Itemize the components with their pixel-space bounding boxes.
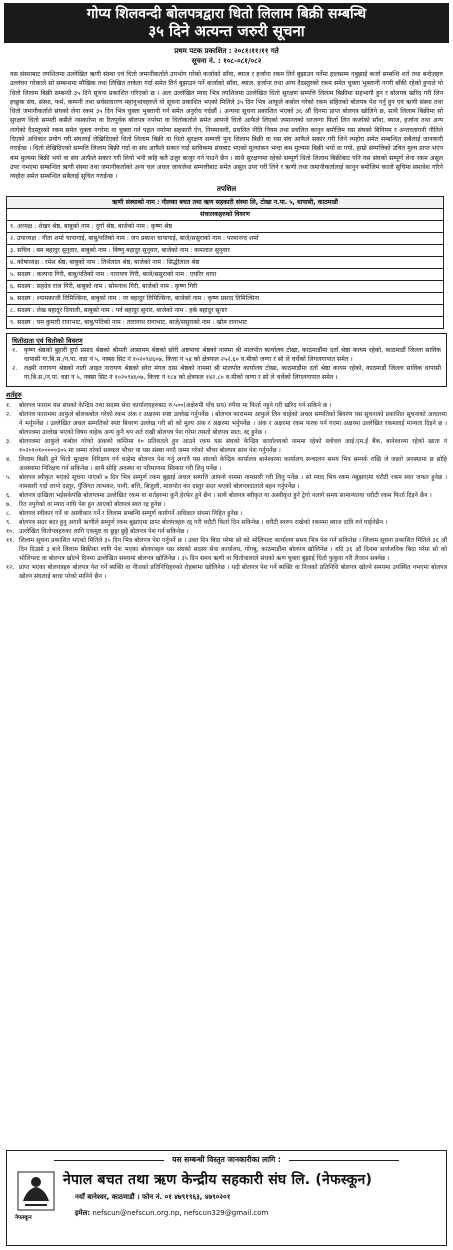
term-item [6,410,447,437]
term-item [6,455,447,473]
footer-heading-text: यस सम्बन्धी विस्तृत जानकारीका लागि : [172,1155,281,1164]
item-number: २. [6,410,12,418]
org-address: नयाँ बानेश्वर, काठमाडौं । फोन नं. ०१ ४७९१९६३, ४७९०२०१ [75,1193,231,1201]
director-row [7,232,444,244]
banner-title: गोप्य शिलवन्दी बोलपत्रद्वारा धितो लिलाम बिक्री सम्बन्धि [86,6,367,22]
intro-paragraph: यस संस्थाबाट तपशिलमा उल्लेखित ऋणी संस्था एवं धितो जमानीकर्ताले उपभोग गरेको कर्जाको साँवा, ब्याज र हर्जाना रकम तिर्न बुझाउन पर्नेमा हालसम्म नबुझाई कर्जा सम्बन्धि शर्त तथा बन्देजहरु उल्लंघन गरेकाले सो सम्बन्धमा मौखिक तथा लिखित ताकेता गर्दा समेत तिर्न बुझाउन पर्ने कर्जाको साँवा, ब्याज, हर्जाना तथा अन्य दैदस्तुरको रकम समेत चुक्ता भुक्तानी नगरी बाँकी रहेको हुनाले यो धितो लिलाम बिक्री सम्बन्धी ३५ दिने सूचना प्रकाशित गरिएको छ । अतः उल्लेखित म्याद भित्र तपशिलमा उल्लेखित धितो सुरक्षण सम्पत्ति लिलाम बिक्रीमा सहभागी हुन र बोलपत्र खरिद गरी लिन इच्छुक संघ, संस्था, फर्म, कम्पनी तथा सर्वसाधारण महानुभावहरुले यो सूचना प्रकाशित भएको मितिले ३५ दिन भित्र आफूले कबोल गरेको रकम सहितको बोलपत्र पेश गर्नु हुन एवं ऋणी संस्था तथा धितो जमानीकर्ताले संघको लेना रकम ३५ दिन भित्र चुक्ता भुक्तानी गर्न समेत अनुरोध गर्दछौं । अन्यथा सूचना प्रकाशित भएको ३६ औं दिनमा प्राप्त बोलपत्र खोलिने छ, साथै लिलाम बिक्रीमा सो सुरक्षण धितो सम्पती कसैले नसकारेमा वा रितपूर्वक बोलपत्र नपरेमा वा धितोकर्ताले समेत आफ्नो धितो आफैले लिएको जमानतको धरजग्गा फिर्ता लिन कर्जाको साँवा, ब्याज, हर्जाना तथा अन्य लागेको दैदस्तुरको रकम समेत चुक्ता नगरेमा वा चुक्ता गर्न पहल नगरेमा सहकारी ऐन, नियमावली, प्रचलित नीति नियम तथा प्रचलित कानुन बमोजिम यस संघको बिनियम र अन्तरलागनी नीतिले दिएको अधिकार प्रयोग गरी संघलाई लेखिदिएको धितो लिलाम बिक्री वा धितो सुरक्षण सम्पत्ती पुनः लिलाम बिक्री वा यस संघ आफैले सकार गरी लिने व्यहोरा समेत सम्बन्धित सबैलाई जानकारी गराईन्छ । धितो लेखिदिएको सम्पत्ति लिलाम बिक्री गर्दा वा संघ आफैले सकार गर्दा साविकमा संघबाट भएको मुल्यांकन भन्दा कम मुल्यमा बिक्री भयो वा गयो, हाम्रो सम्पत्तिको उचित मुल्य प्राप्त भएन कम मुल्यमा बिक्री भयो वा संघ आफैले सकार गरी लियो भनी कहि कतै उजुर बाजुर गर्न पाउने छैन । साथै सुरक्षणमा रहेको सम्पूर्ण धितो लिलाम बिक्रीबाट पनि यस संघको सम्पूर्ण लेना रकम असुल उपर नभएमा सम्बन्धित ऋणी संस्था तथा जमानीकर्ताको अन्य चल अचल जायजेथा सम्पत्तीबाट समेत असुल उपर गरी लिने र ऋणी तथा जमानीकर्तालाई कानुन बमोजिम कालो सुचिमा समावेश गरिने व्यहोरा समेत सम्बन्धित सबैलाई सुचित गराईन्छ । [10,71,443,181]
item-text: बोलपत्र सदर बदर हुनु अगावै ऋणीले सम्पुर्ण रकम बुझाएमा प्राप्त बोलपत्रहरु रद्द गरी धरौटी फिर्ता दिन सकिनेछ । धरौटी स्वरुप राखेको रकममा ब्याज दावि गर्न पाईनेछैन । [19,518,388,526]
nefscun-logo-icon [17,1171,55,1211]
item-number: ३. [6,437,12,445]
item-text: बोलपत्रमा आफुले कबोल गरेको अंकको कम्तिमा १० प्रतिशतले हुन आउने रकम यस संघको केन्द्रिय कार्यालयको नाममा रहेको स्लोवल आई.एम.ई बैंक, बानेश्वरमा रहेको खाता नं १०२०१०१०००००३०५ मा जम्मा गरेको सक्कल भौचर वा यस संस्था नगदै जम्मा गरेको भौचर बोलपत्र साथ पेश गर्नुपर्नेछ । [19,437,447,454]
org-email [75,1209,268,1218]
term-item [6,500,447,509]
details-title: तपशिल [216,184,237,193]
item-number: २. [12,365,18,373]
item-number: ११. [6,536,15,544]
item-text: रित नपुगेको वा म्याद नाघि पेश हुन आएको बोलपत्र स्वत रद्द हुनेछ । [19,500,166,508]
item-number: ७. [6,500,12,508]
directors-header-row [7,208,444,220]
director-cell: ६. सदस्य : सहदेव राज गिरी, बाबुको नाम : सोमनाथ गिरी, बाजेको नाम : कृष्ण गिरी [7,280,444,292]
item-text: लिलाम सूचना प्रकाशित भएको मितिले ३५ दिन भित्र बोलपत्र पेश गर्नुपर्ने छ । उक्त दिन बिदा परेमा सो को भोलिपल्ट कार्यालय समय भित्र पेश गर्न सकिनेछ । लिलाम सूचना प्रकाशित मितिले ३६ औं दिन दिउसो ३ बजे लिलाम बिक्रीका लागि पेश भएका बोलपत्रहरु यस संघको सदस्य सेवा कार्यालय, गोंगबु, काठमाडौंमा बोलपत्र खोलिनेछ । यदि ३६ औं दिनमा सार्वजनिक बिदा परेमा सो को भोलिपल्ट वा बोलपत्र खोल्ने दिनमा उल्लेखित समयमा बोलपत्र खोलिनेछ । ३५ दिन समय ऋणी वा धितोवालाले संघको ऋण चुक्ता बुझाई धितो फुकुवा गरी लैजान सक्नेछ । [19,536,447,562]
collateral-item [12,364,441,382]
directors-header: संचालकहरुको विवरण [7,208,444,220]
director-row [7,244,444,256]
item-text: लिलाम बिक्री हुने धितो सुरक्षण निरिक्षण गर्न चाहेमा बोलपत्र पेश गर्नु अगावै यस संघको केन्द्रिय कार्यालय बानेश्वरमा कार्यालय सन्चालन समय भित्र सम्पर्क राखि जे जस्तो अवस्थामा छ सोहि अवस्थामा निरिक्षण गर्न सकिनेछ । साथै सोहि अवस्था वा परिमाणमा स्विकार गरी लिनु पर्नेछ । [19,455,447,472]
item-text: बोलपत्र दाखिला भईसकेपछि बोलपत्रमा उल्लेखित रकम वा शर्तहरुमा कुनै हेरफेर हुने छैन । साथै बोलपत्र स्वीकृत या अस्वीकृत हुने ट्रेगो नलागे समय सामान्यतया धरौटी रकम फिर्ता दिइने छैन । [19,491,432,499]
contact-footer [6,1150,447,1246]
item-number: ९. [6,518,12,526]
item-text: बोलपत्र स्वीकृत भएको सूचना पाएको ७ दिन भित्र सम्पुर्ण रकम बुझाई अचल सम्पत्ति आफ्नो नाममा नामसारी गरी लिनु पर्नेछ । सो म्याद भित्र रकम नबुझाएमा धरौटी रकम स्वत जफत हुनेछ । नामसारी गर्दा लाग्ने दस्तुर, पुँजिगत लाभकर, पानी, बत्ति, बिजुली, मालपोत कर दस्तुर सदर भएको बोलपत्रदाताले बहन गर्नुपर्नेछ । [19,473,447,490]
director-cell: ४. कोषाध्यक्ष : रमेश श्रेष्ठ, बाबुको नाम : तिर्थलाल श्रेष्ठ, बाजेको नाम : सिद्धीलाल श्रेष्ठ [7,256,444,268]
item-text: बोलपत्र फाराममा आफुले बोलकबोल गरेको रकम अंक र अक्षरमा स्पष्ट उल्लेख गर्नुपर्नेछ । बोलपत्र फाराममा आफुले लिन चाहेको अचल सम्पतिको बिवरण यस सूचनाको प्रकाशित सूचनाको आधारमा ने भर्नुपर्नेछ । उल्लेखित अचल सम्पतिको स्पष्ट बिवरण उल्लेख गरी सो को मूल्य अंक र अक्षरमा भर्नुपर्नेछ । अंक र अक्षरमा रकम फरक पर्न गएमा अक्षरमा उल्लेखित रकमलाई मान्यता दिइने छ । बोलपत्रमा उल्लेख भएको विषय वाहेक अन्य कुनै थप शर्त राखी बोलपत्र पेश गरेमा त्यस्तो बोलपत्र स्वत: रद्द हुनेछ । [19,410,447,436]
director-cell: १. अध्यक्ष : शेखर श्रेष्ठ, बाबुको नाम : दुर्गा श्रेष्ठ, बाजेको नाम : कृष्ण श्रेष्ठ [7,220,444,232]
terms-title: शर्तहरु [6,390,22,399]
borrower-row [7,196,444,208]
director-row [7,304,444,316]
notice-number: सूचना नं. : १०८-०८१/०८२ [191,57,262,65]
terms-list [6,401,447,581]
term-item [6,491,447,500]
email-value[interactable]: nefscun@nefscun.org.np, nefscun329@gmail.com [92,1209,269,1217]
item-number: ५. [6,473,12,481]
director-cell: ५. सदस्य : कल्पना गिरी, बाबु/पतिको नाम : नारायण गिरी, बाजे/ससुराको नाम : एघरिर थापा [7,268,444,280]
term-item [6,509,447,518]
director-cell: ३. सचिव : बम बहादुर सुनुवार, बाबुको नाम : बिष्णु बहादुर सुनुवार, बाजेको नाम : कमलाल सुनुवार [7,244,444,256]
director-row [7,220,444,232]
term-item [6,527,447,536]
item-number: ६. [6,491,12,499]
item-text: बोलपत्र स्वीकार गर्ने वा अस्वीकार गर्ने र लिलाम सम्बन्धि सम्पुर्ण कार्यगर्ने अधिकार संघमा निहित हुनेछ । [19,509,243,517]
director-row [7,280,444,292]
term-item [6,437,447,455]
item-number: १२. [6,563,15,571]
director-cell: ९. सदस्य : यम कुमारी रानाभाट, बाबु/पतिको नाम : तारानाथ रानाभाट, बाजे/ससुराको नाम : खोम रानाभाट [7,316,444,328]
banner-subtitle: ३५ दिने अत्यन्त जरुरी सूचना [148,22,305,40]
director-row [7,316,444,328]
term-item [6,401,447,410]
term-item [6,536,447,563]
director-row [7,268,444,280]
terms-section [6,391,447,581]
item-text: बोलपत्र फाराम यस संघको केन्द्रिय तथा सदस्य सेवा कार्यालयहरुबाट रु.५००(अक्षेरुपी पाँच सय) रुपैया मा फिर्ता नहुने गरी खरिद गर्न सकिने छ । [19,401,332,409]
item-text: लक्ष्मी नारायण श्रेष्ठको नाती आइत नारायण श्रेष्ठको छोरा मंगल दास श्रेष्ठको नाममा श्री मालपोत कार्यालय टोखा, काठमाडौंमा दर्ता श्रेष्ठा कायम रहेको, काठमाडौं जिल्ला साविक धापासी गा.बि.स./न.पा. वडा नं ५, नक्सा सिट नं १०२०९४६०७, कित्ता नं १८४ को क्षेत्रफल १४२.८० व.मीको जग्गा र सो ले चर्चेको लिगलगापात समेत । [24,365,441,382]
director-cell: ८. सदस्य : लेख बहादुर दियाली, बाबुको नाम : पर्व बहादुर सुनार, बाजेको नाम : हर्क बहादुर सुनार [7,304,444,316]
collateral-title: धितोदाता एवं धितोको विवरण [12,336,83,345]
item-number: १. [12,346,18,354]
borrower-name: ऋणी संस्थाको नाम : नीलका बचत तथा ऋण सहकारी संस्था लि, टोखा न.पा. ५, धापासी, काठमाडौं [7,196,444,208]
notice-banner [4,3,449,43]
item-text: प्राप्त भएका बोलपत्रहरु बोलपत्र पेश गर्ने ब्यक्ति वा नीजको प्रतिनिधिहरुको रोहबरमा खोलिनेछ । यदी बोलपत्र पेश गर्ने ब्यक्ति वा निजको प्रतिनिधि बोलपत्र खोल्ने समयमा उपस्थित नभएमा बोलपत्र खोल्न संघलाई बाधा परेको मानिने छैन । [19,563,447,580]
footer-heading [7,1155,446,1165]
logo-caption: नेफस्कून [15,1215,32,1221]
director-row [7,292,444,304]
collateral-item [12,346,441,364]
term-item [6,563,447,581]
details-table [6,196,444,329]
collateral-box [6,333,447,387]
email-label: इमेल: [75,1209,91,1217]
term-item [6,473,447,491]
item-number: ४. [6,455,12,463]
item-number: ८. [6,509,12,517]
item-text: कृष्ण श्रेष्ठको बुहारी दुर्गा प्रसाद श्रेष्ठको श्रीमती आसामम श्रेष्ठको छोरी अष्टमाया श्रेष्ठको नाममा श्री मालपोत कार्यालय टोखा, काठमाडौंमा दर्ता श्रेष्ठा कायम रहेको, काठमाडौं जिल्ला साविक धापासी गा.बि.स./न.पा. वडा नं ५, नक्सा सिट नं १०२०९४६०७, कित्ता नं ५४ को क्षेत्रफल २५२.६० व.मीको जग्गा र सो ले चर्चेको लिगलगापात समेत । [24,346,441,363]
director-cell: ७. सदस्य : श्यामकाजी तिमिल्सिना, बाबुको नाम : नर बहादुर तिमिल्सिना, बाजेको नाम : कृष्ण प्रसाद तिमिल्सिना [7,292,444,304]
term-item [6,518,447,527]
org-name: नेपाल बचत तथा ऋण केन्द्रीय सहकारी संघ लि. (नेफस्कून) [63,1172,373,1188]
item-number: १. [6,401,12,409]
director-row [7,256,444,268]
item-number: १०. [6,527,15,535]
collateral-list [12,346,441,383]
director-cell: २. उपाध्यक्ष : गीता शर्मा चापागाई, बाबु/पतिको नाम : जन प्रकाश चापागाई, बाजे/ससुराको नाम : परमानन्द शर्मा [7,232,444,244]
item-text: उल्लेखित धितोपत्रहरुका लागि एकमुष्ट वा छुट्टा छुट्टै बोलपत्र पेश गर्न सकिनेछ । [19,527,189,535]
publish-date: प्रथम पटक प्रकाशित : २०८१।११।११ गते [174,47,279,55]
